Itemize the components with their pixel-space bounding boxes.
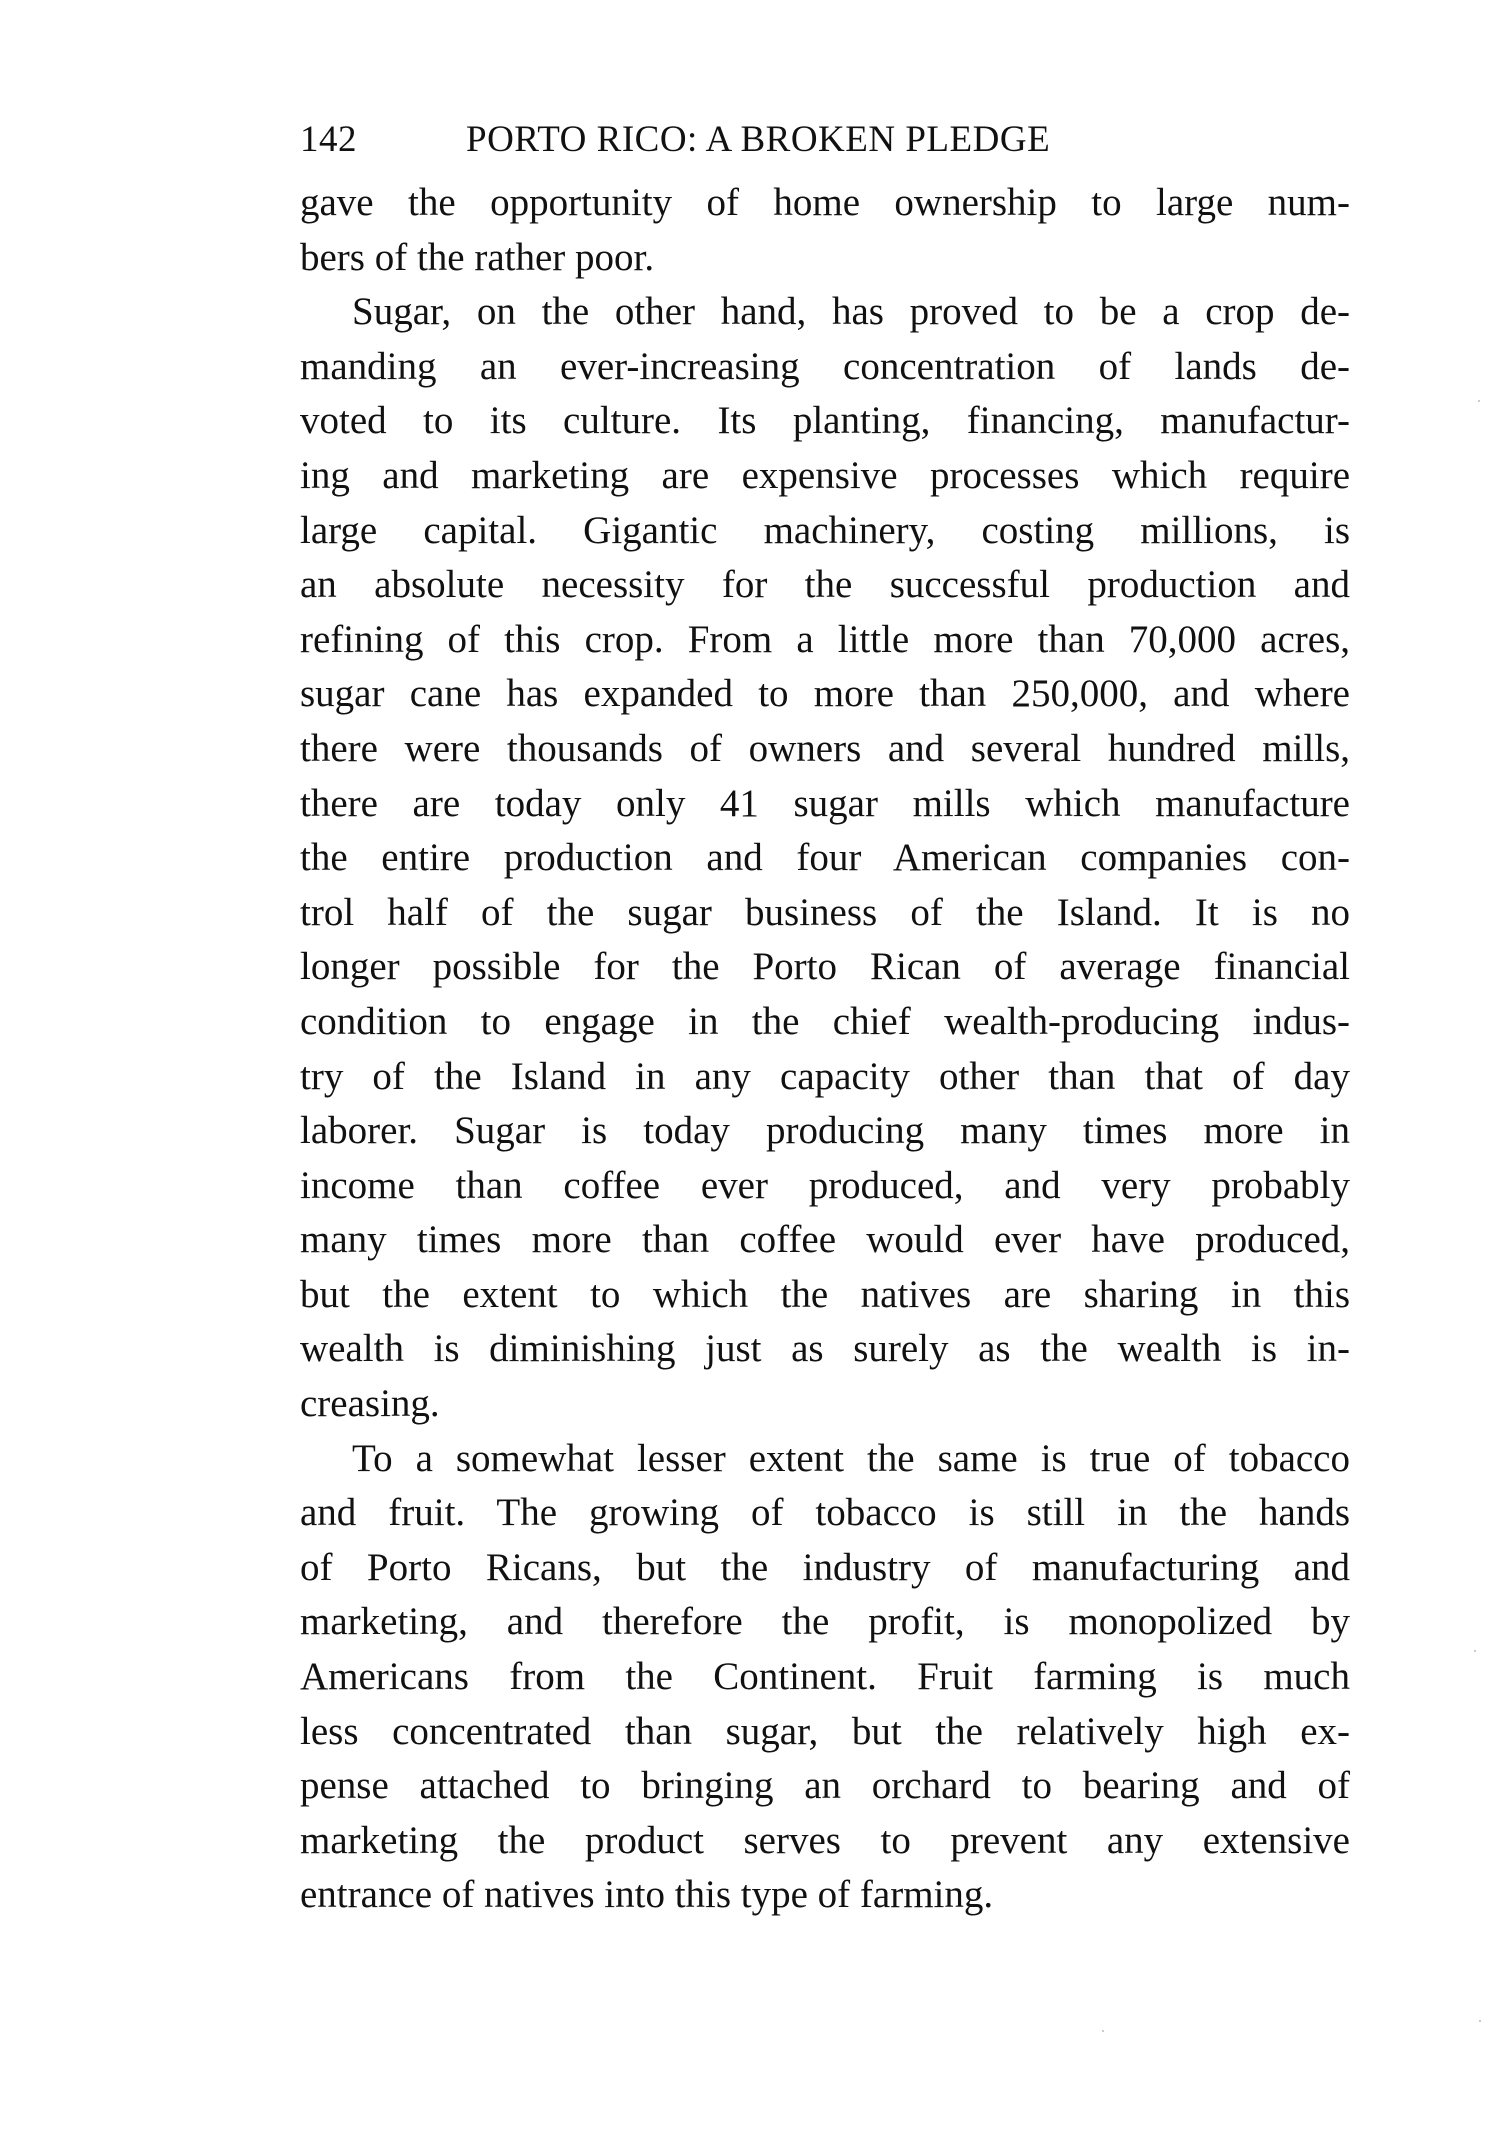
- scan-speck: [1474, 1650, 1476, 1652]
- text-line: marketing, and therefore the profit, is monopolized by: [300, 1600, 1350, 1644]
- text-line: and fruit. The growing of tobacco is still in the hands: [300, 1491, 1350, 1535]
- body-text: [300, 176, 1350, 1923]
- text-line: sugar cane has expanded to more than 250,000, and where: [300, 672, 1350, 716]
- text-line: of Porto Ricans, but the industry of manufacturing and: [300, 1545, 1350, 1589]
- text-line: To a somewhat lesser extent the same is true of tobacco: [352, 1436, 1350, 1480]
- running-head: [300, 118, 1200, 168]
- paragraph: [300, 176, 1350, 285]
- text-line: income than coffee ever produced, and very probably: [300, 1163, 1350, 1207]
- text-line: the entire production and four American companies con-: [300, 836, 1350, 880]
- text-line: try of the Island in any capacity other than that of day: [300, 1054, 1350, 1098]
- text-line: condition to engage in the chief wealth-producing indus-: [300, 999, 1350, 1043]
- text-line: ing and marketing are expensive processes which require: [300, 453, 1350, 497]
- page-number: 142: [300, 119, 357, 160]
- text-line: many times more than coffee would ever have produced,: [300, 1218, 1350, 1262]
- book-title: PORTO RICO: A BROKEN PLEDGE: [466, 119, 1051, 160]
- text-line: gave the opportunity of home ownership to large num-: [300, 181, 1350, 224]
- text-line: less concentrated than sugar, but the relatively high ex-: [300, 1709, 1350, 1753]
- text-line: pense attached to bringing an orchard to bearing and of: [300, 1764, 1350, 1808]
- paragraph: [300, 285, 1350, 1431]
- text-line: an absolute necessity for the successful production and: [300, 563, 1350, 607]
- text-line: creasing.: [300, 1382, 440, 1426]
- text-line: bers of the rather poor.: [300, 235, 655, 279]
- text-line: there are today only 41 sugar mills which manufacture: [300, 781, 1350, 825]
- text-line: manding an ever-increasing concentration of lands de-: [300, 344, 1350, 388]
- text-line: marketing the product serves to prevent any extensive: [300, 1818, 1350, 1862]
- text-line: trol half of the sugar business of the Island. It is no: [300, 890, 1350, 934]
- text-line: but the extent to which the natives are sharing in this: [300, 1272, 1350, 1316]
- scan-speck: [1102, 2030, 1104, 2032]
- text-line: Sugar, on the other hand, has proved to be a crop de-: [352, 290, 1350, 334]
- paragraph: [300, 1432, 1350, 1923]
- text-line: wealth is diminishing just as surely as the wealth is in-: [300, 1327, 1350, 1371]
- scan-speck: [1478, 400, 1480, 402]
- text-line: longer possible for the Porto Rican of average financial: [300, 945, 1350, 989]
- text-line: there were thousands of owners and several hundred mills,: [300, 726, 1350, 770]
- text-line: voted to its culture. Its planting, financing, manufactur-: [300, 399, 1350, 443]
- text-line: laborer. Sugar is today producing many times more in: [300, 1109, 1350, 1153]
- text-line: refining of this crop. From a little more than 70,000 acres,: [300, 617, 1350, 661]
- text-line: Americans from the Continent. Fruit farming is much: [300, 1655, 1350, 1699]
- text-line: large capital. Gigantic machinery, costing millions, is: [300, 508, 1350, 552]
- scan-speck: [1479, 2020, 1481, 2022]
- text-line: entrance of natives into this type of farming.: [300, 1873, 994, 1917]
